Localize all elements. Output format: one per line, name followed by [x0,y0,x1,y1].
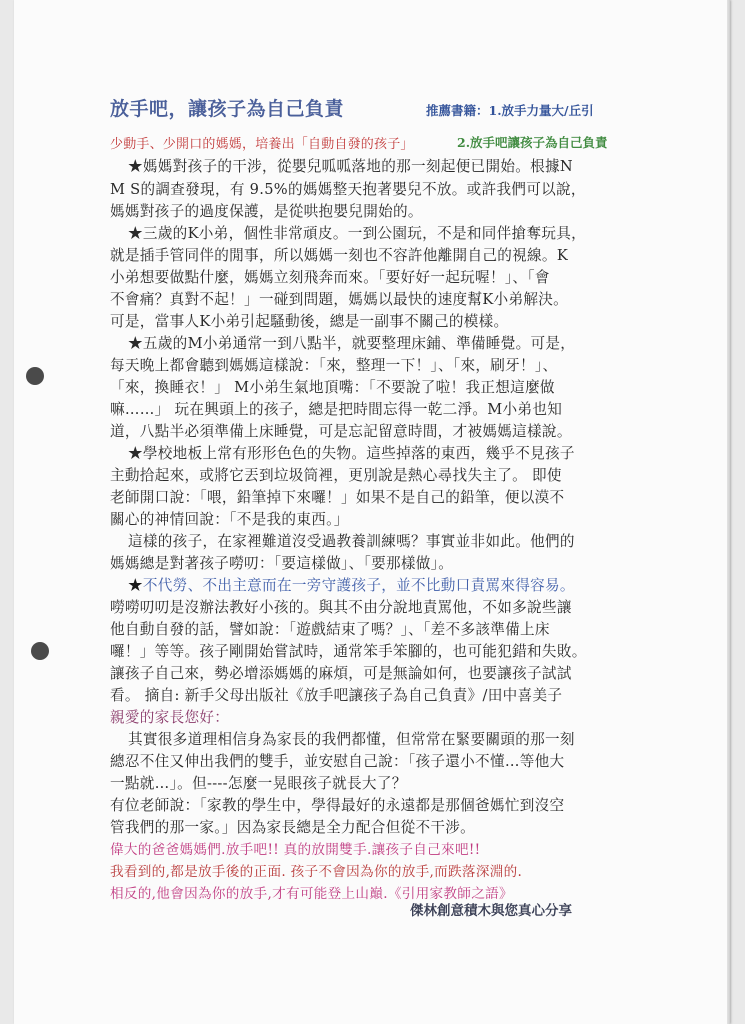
highlight-line [128,574,638,595]
document-title: 放手吧，讓孩子為自己負責 [110,98,345,120]
recommended-books-line-2: 2.放手吧讓孩子為自己負責 [457,135,608,150]
body-line: 管我們的那一家。」因為家長總是全力配合但從不干涉。 [110,819,476,836]
body-line: 嘛……」 玩在興頭上的孩子，總是把時間忘得一乾二淨。M小弟也知 [110,401,563,418]
body-line: 他自動自發的話，譬如說：「遊戲結束了嗎？」、「差不多該準備上床 [110,621,550,638]
body-line: ★三歲的K小弟，個性非常頑皮。一到公園玩，不是和同伴搶奪玩具， [128,225,587,242]
paper-edge [727,0,730,1024]
body-line: 就是插手管同伴的閒事，所以媽媽一刻也不容許他離開自己的視線。K [110,247,569,264]
body-line: 老師開口說：「喂，鉛筆掉下來囉！」如果不是自己的鉛筆，便以漠不 [110,489,565,506]
punch-hole [26,367,44,385]
body-line: 小弟想要做點什麼，媽媽立刻飛奔而來。「要好好一起玩喔！」、「會 [110,269,550,286]
body-line: ★媽媽對孩子的干涉，從嬰兒呱呱落地的那一刻起便已開始。根據N [128,158,573,175]
subtitle: 少動手、少開口的媽媽，培養出「自動自發的孩子」 [110,137,414,152]
body-line: 每天晚上都會聽到媽媽這樣說：「來，整理一下！」、「來，刷牙！」、 [110,357,558,374]
body-line: 有位老師說：「家教的學生中，學得最好的永遠都是那個爸媽忙到沒空 [110,797,565,814]
closing-line: 偉大的爸爸媽媽們.放手吧!! 真的放開雙手.讓孩子自己來吧!! [110,842,481,858]
body-line: 其實很多道理相信身為家長的我們都懂，但常常在緊要關頭的那一刻 [128,731,575,748]
body-line: ★五歲的M小弟通常一到八點半，就要整理床鋪、準備睡覺。可是， [128,335,576,352]
body-line: 囉！」等等。孩子剛開始嘗試時，通常笨手笨腳的，也可能犯錯和失敗。 [110,643,587,660]
signature: 傑林創意積木與您真心分享 [410,903,572,919]
recommended-books-line-1: 推薦書籍：1.放手力量大/丘引 [426,103,594,118]
body-line: 媽媽對孩子的過度保護，是從哄抱嬰兒開始的。 [110,203,423,220]
closing-line: 我看到的,都是放手後的正面. 孩子不會因為你的放手,而跌落深淵的. [110,864,523,880]
body-line: 一點就…」。但----怎麼一晃眼孩子就長大了？ [110,775,407,792]
body-line: 「來，換睡衣！」 M小弟生氣地頂嘴：「不要說了啦！我正想這麼做 [110,379,555,396]
body-line: 道，八點半必須準備上床睡覺，可是忘記留意時間，才被媽媽這樣說。 [110,423,572,440]
body-line: 讓孩子自己來，勢必增添媽媽的麻煩，可是無論如何，也要讓孩子試試 [110,665,572,682]
highlight-text: 不代勞、不出主意而在一旁守護孩子，並不比動口責罵來得容易。 [142,577,575,594]
punch-hole [31,642,49,660]
body-line: 媽媽總是對著孩子嘮叨：「要這樣做」、「要那樣做」。 [110,555,454,572]
body-line: 這樣的孩子，在家裡難道沒受過教養訓練嗎？事實並非如此。他們的 [128,533,575,550]
greeting: 親愛的家長您好： [110,709,230,726]
star-icon: ★ [128,577,143,594]
body-line: 可是，當事人K小弟引起騷動後，總是一副事不關己的模樣。 [110,313,509,330]
body-line: 看。 摘自: 新手父母出版社《放手吧讓孩子為自己負責》/田中喜美子 [110,687,563,704]
body-line: 關心的神情回說：「不是我的東西。」 [110,511,349,528]
body-line: 不會痛？真對不起！」一碰到問題，媽媽以最快的速度幫K小弟解決。 [110,291,569,308]
body-line: 嘮嘮叨叨是沒辦法教好小孩的。與其不由分說地責罵他，不如多說些讓 [110,599,572,616]
closing-line: 相反的,他會因為你的放手,才有可能登上山巔.《引用家教師之語》 [110,886,513,902]
body-line: M S的調查發現，有 9.5%的媽媽整天抱著嬰兒不放。或許我們可以說， [110,181,586,198]
body-line: 主動拾起來，或將它丟到垃圾筒裡，更別說是熱心尋找失主了。 即使 [110,467,562,484]
body-line: 總忍不住又伸出我們的雙手，並安慰自己說：「孩子還小不懂…等他大 [110,753,565,770]
body-line: ★學校地板上常有形形色色的失物。這些掉落的東西，幾乎不見孩子 [128,445,575,462]
